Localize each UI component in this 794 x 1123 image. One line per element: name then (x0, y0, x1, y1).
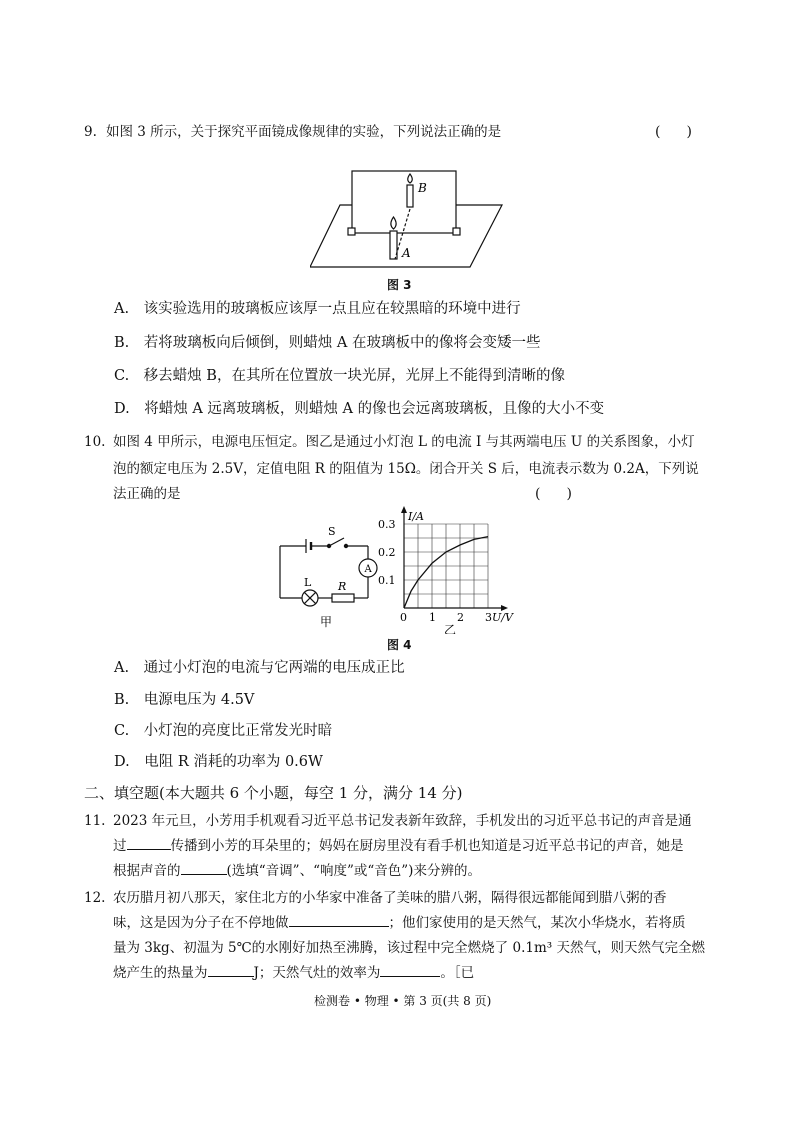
resistor-r (332, 594, 354, 602)
plate-stand-right (453, 228, 460, 235)
glass-plate (352, 171, 456, 233)
figure-3-caption: 图 3 (387, 278, 412, 292)
q9-option-b[interactable]: B. 若将玻璃板向后倾倒，则蜡烛 A 在玻璃板中的像将会变矮一些 (114, 335, 541, 351)
q12-line1: 农历腊月初八那天，家住北方的小华家中准备了美味的腊八粥，隔得很远都能闻到腊八粥的香 (113, 890, 667, 906)
y-tick-label: 0.2 (378, 546, 396, 559)
switch-s (329, 538, 344, 546)
x-tick-label: 2 (457, 611, 464, 624)
q10-option-a[interactable]: A. 通过小灯泡的电流与它两端的电压成正比 (114, 660, 405, 676)
q12-blank-1[interactable] (289, 912, 389, 927)
x-tick-label: 3 (485, 611, 492, 624)
q11-line3-pre: 根据声音的 (113, 863, 181, 879)
lamp-label: L (304, 576, 312, 589)
plate-stand-left (348, 228, 355, 235)
y-tick-label: 0.3 (378, 518, 396, 531)
figure-4-iu-graph (368, 504, 528, 634)
graph-x-axis-label: U/V (492, 611, 513, 624)
q12-line2-pre: 味，这是因为分子在不停地做 (113, 915, 289, 931)
graph-caption: 乙 (444, 623, 457, 634)
figure-3-mirror-experiment (310, 165, 510, 275)
q12-number: 12. (84, 890, 106, 906)
resistor-label: R (338, 580, 347, 593)
y-axis-arrow (401, 506, 407, 513)
q11-line2 (113, 835, 684, 857)
q12-line4-mid: J；天然气灶的效率为 (253, 965, 381, 981)
q11-line3 (113, 860, 481, 882)
graph-grid (404, 524, 488, 608)
q12-line2-post: ；他们家使用的是天然气，某次小华烧水，若将质 (388, 915, 686, 931)
candle-b-flame (408, 174, 413, 183)
figure-4-caption: 图 4 (387, 638, 412, 652)
q12-line3: 量为 3kg、初温为 5℃的水刚好加热至沸腾，该过程中完全燃烧了 0.1m³ 天然气，则天然气完全燃 (113, 940, 705, 956)
q9-stem: 如图 3 所示，关于探究平面镜成像规律的实验，下列说法正确的是 (106, 124, 502, 140)
q11-number: 11. (84, 813, 106, 829)
q12-blank-2[interactable] (208, 962, 254, 977)
q9-answer-paren[interactable]: ( ) (655, 124, 698, 140)
q11-line2-post: 传播到小芳的耳朵里的；妈妈在厨房里没有看手机也知道是习近平总书记的声音，她是 (170, 838, 684, 854)
q10-stem-line3: 法正确的是 (113, 486, 181, 502)
q12-line4 (113, 962, 474, 984)
q10-option-c[interactable]: C. 小灯泡的亮度比正常发光时暗 (114, 723, 333, 739)
q9-number: 9. (84, 124, 97, 140)
section-2-heading: 二、填空题(本大题共 6 个小题，每空 1 分，满分 14 分) (84, 784, 463, 802)
q10-number: 10. (84, 434, 106, 450)
q12-line4-post: 。［已 (440, 965, 475, 981)
q9-option-d[interactable]: D. 将蜡烛 A 远离玻璃板，则蜡烛 A 的像也会远离玻璃板，且像的大小不变 (114, 401, 605, 417)
q10-stem-line2: 泡的额定电压为 2.5V，定值电阻 R 的阻值为 15Ω。闭合开关 S 后，电流表示数为 0.2A，下列说 (113, 461, 699, 477)
x-tick-label: 1 (429, 611, 436, 624)
q10-option-d[interactable]: D. 电阻 R 消耗的功率为 0.6W (114, 754, 323, 770)
q10-option-b[interactable]: B. 电源电压为 4.5V (114, 692, 255, 708)
q11-line2-pre: 过 (113, 838, 127, 854)
graph-y-axis-label: I/A (408, 510, 424, 523)
q12-line4-pre: 烧产生的热量为 (113, 965, 208, 981)
y-tick-label: 0.1 (378, 574, 396, 587)
candle-a-label: A (402, 246, 411, 260)
q11-line1: 2023 年元旦，小芳用手机观看习近平总书记发表新年致辞，手机发出的习近平总书记的声音是通 (113, 813, 692, 829)
q12-blank-3[interactable] (380, 962, 440, 977)
switch-label: S (328, 525, 336, 538)
candle-b-label: B (418, 181, 427, 195)
q9-option-a[interactable]: A. 该实验选用的玻璃板应该厚一点且应在较黑暗的环境中进行 (114, 301, 521, 317)
q11-blank-1[interactable] (127, 835, 171, 850)
q9-option-c[interactable]: C. 移去蜡烛 B，在其所在位置放一块光屏，光屏上不能得到清晰的像 (114, 368, 565, 384)
q10-stem-line1: 如图 4 甲所示，电源电压恒定。图乙是通过小灯泡 L 的电流 I 与其两端电压 U 的关系图象，小灯 (113, 434, 695, 450)
q10-answer-paren[interactable]: ( ) (535, 486, 578, 502)
q12-line2 (113, 912, 686, 934)
q11-line3-post: (选填“音调”、“响度”或“音色”)来分辨的。 (226, 863, 481, 879)
page-footer: 检测卷 • 物理 • 第 3 页(共 8 页) (314, 994, 492, 1008)
x-tick-label: 0 (400, 611, 407, 624)
q11-blank-2[interactable] (181, 860, 227, 875)
circuit-caption: 甲 (320, 615, 333, 628)
ammeter-label: A (364, 564, 372, 575)
